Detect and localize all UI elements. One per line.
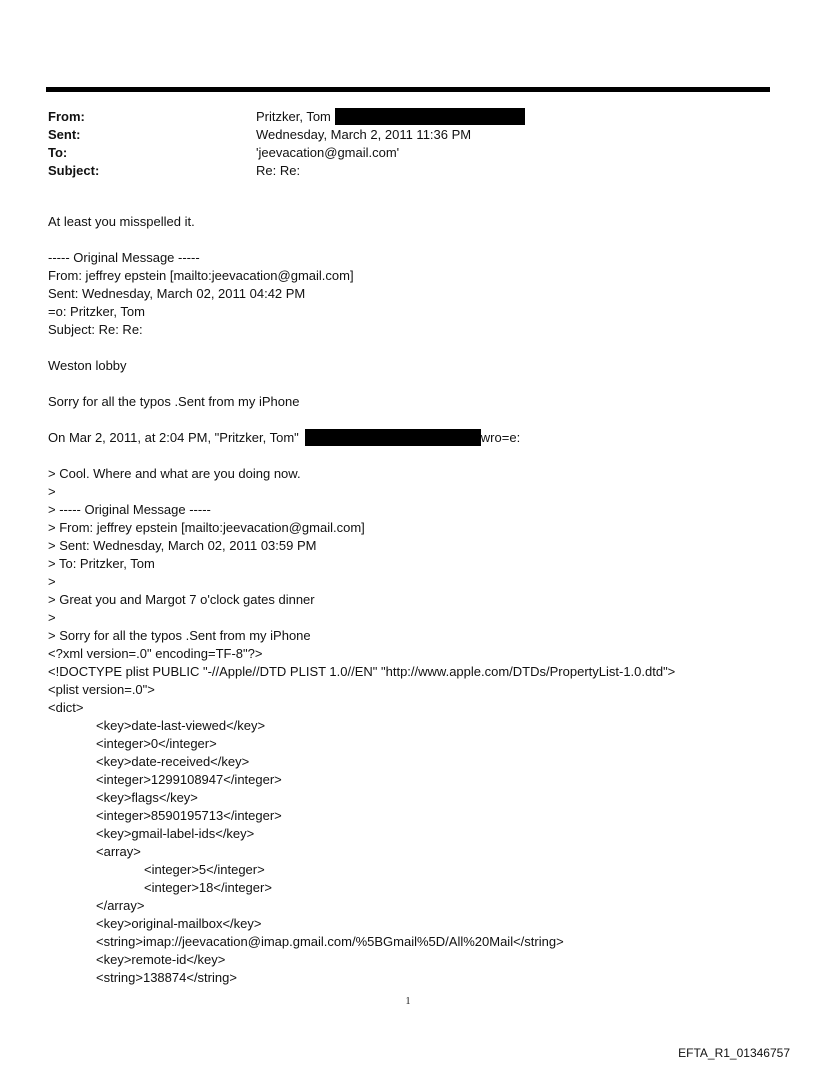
dict-open: <dict> — [48, 700, 84, 715]
dict-line: <string>138874</string> — [96, 970, 237, 985]
original-from-line: From: jeffrey epstein [mailto:jeevacation@gmail.com] — [48, 268, 354, 283]
redaction-bar — [305, 429, 481, 446]
from-label: From: — [48, 109, 85, 124]
document-id: EFTA_R1_01346757 — [678, 1046, 790, 1060]
dict-line: <key>gmail-label-ids</key> — [96, 826, 255, 841]
array-line: <integer>18</integer> — [144, 880, 272, 895]
quoted-line: > To: Pritzker, Tom — [48, 556, 155, 571]
attribution-suffix: wro=e: — [480, 430, 521, 445]
subject-value: Re: Re: — [256, 163, 301, 178]
reply-text: At least you misspelled it. — [48, 214, 195, 229]
quoted-line: > ----- Original Message ----- — [48, 502, 211, 517]
array-line: <integer>5</integer> — [144, 862, 265, 877]
quoted-line: > Cool. Where and what are you doing now. — [48, 466, 301, 481]
header-rule — [46, 87, 770, 92]
email-header — [48, 108, 768, 180]
page-number: 1 — [405, 996, 411, 1007]
quoted-line: > Sorry for all the typos .Sent from my iPhone — [48, 628, 311, 643]
dict-line: <integer>1299108947</integer> — [96, 772, 282, 787]
original-message-line: ----- Original Message ----- — [48, 250, 200, 265]
quoted-line: > — [48, 484, 56, 499]
original-to-line: =o: Pritzker, Tom — [48, 304, 145, 319]
redaction-bar — [335, 108, 525, 125]
sent-label: Sent: — [48, 127, 81, 142]
quoted-line: > — [48, 610, 56, 625]
plist-open: <plist version=.0"> — [48, 682, 155, 697]
from-row — [48, 108, 768, 126]
from-value — [256, 108, 525, 126]
to-label: To: — [48, 145, 68, 160]
dict-line: <key>flags</key> — [96, 790, 198, 805]
dict-line: <key>remote-id</key> — [96, 952, 226, 967]
quoted-line: > From: jeffrey epstein [mailto:jeevacation@gmail.com] — [48, 520, 365, 535]
quoted-line: > Great you and Margot 7 o'clock gates dinner — [48, 592, 315, 607]
quoted-line: > — [48, 574, 56, 589]
to-value: 'jeevacation@gmail.com' — [256, 145, 400, 160]
dict-line: <string>imap://jeevacation@imap.gmail.com/%5BGmail%5D/All%20Mail</string> — [96, 934, 564, 949]
to-row — [48, 144, 768, 162]
email-body — [48, 213, 768, 987]
weston-line: Weston lobby — [48, 358, 127, 373]
original-sent-line: Sent: Wednesday, March 02, 2011 04:42 PM — [48, 286, 306, 301]
dict-line: </array> — [96, 898, 145, 913]
dict-line: <array> — [96, 844, 141, 859]
dict-line: <key>date-last-viewed</key> — [96, 718, 266, 733]
from-name: Pritzker, Tom — [256, 109, 331, 124]
sent-row — [48, 126, 768, 144]
xml-declaration: <?xml version=.0" encoding=TF-8"?> — [48, 646, 263, 661]
quoted-line: > Sent: Wednesday, March 02, 2011 03:59 PM — [48, 538, 317, 553]
doctype-line: <!DOCTYPE plist PUBLIC "-//Apple//DTD PLIST 1.0//EN" "http://www.apple.com/DTDs/PropertyList-1.0.dtd"> — [48, 664, 676, 679]
dict-line: <integer>0</integer> — [96, 736, 217, 751]
dict-line: <key>date-received</key> — [96, 754, 250, 769]
subject-row — [48, 162, 768, 180]
dict-line: <integer>8590195713</integer> — [96, 808, 282, 823]
dict-line: <key>original-mailbox</key> — [96, 916, 262, 931]
attribution-prefix: On Mar 2, 2011, at 2:04 PM, "Pritzker, Tom" — [48, 430, 299, 445]
signature-line: Sorry for all the typos .Sent from my iPhone — [48, 394, 300, 409]
sent-value: Wednesday, March 2, 2011 11:36 PM — [256, 127, 472, 142]
attribution-line — [48, 429, 768, 447]
subject-label: Subject: — [48, 163, 100, 178]
original-subject-line: Subject: Re: Re: — [48, 322, 143, 337]
